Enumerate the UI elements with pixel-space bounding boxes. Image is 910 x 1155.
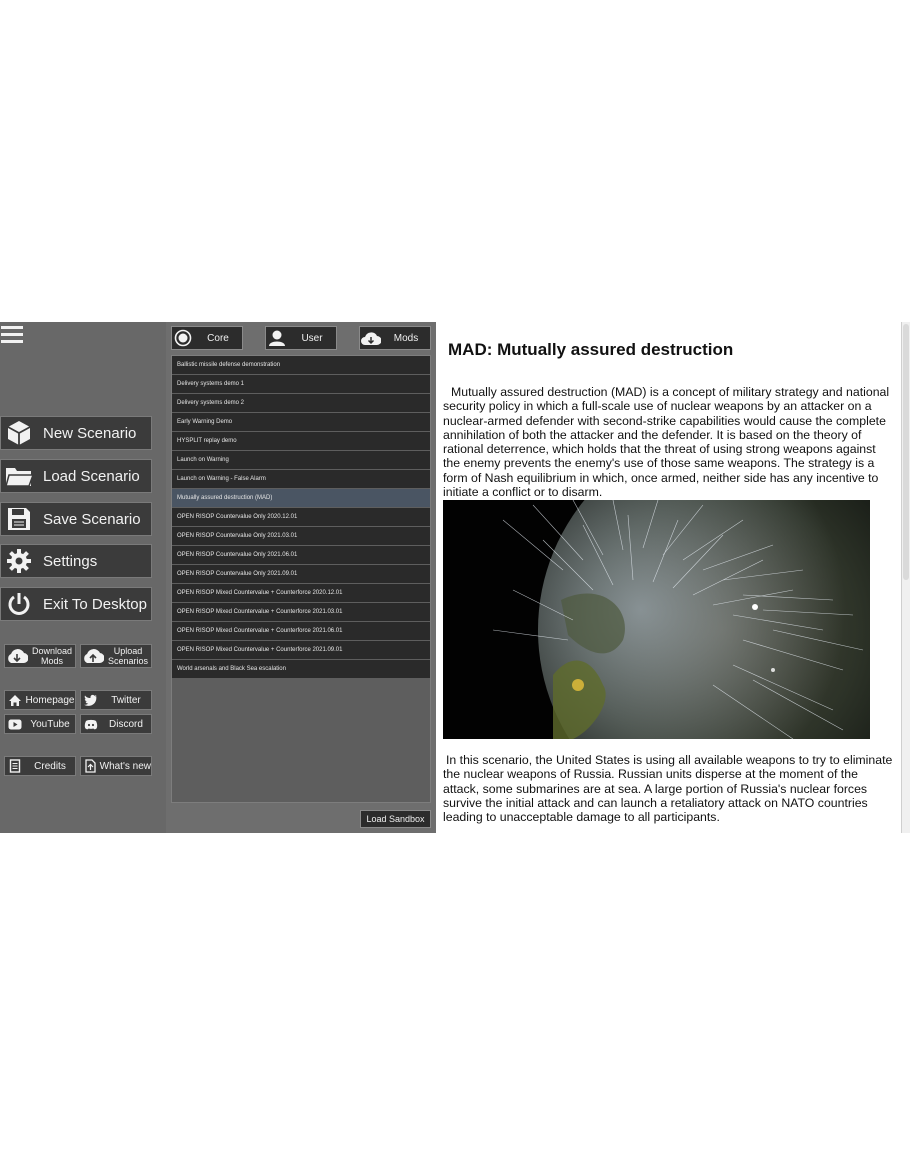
- homepage-button[interactable]: [4, 690, 76, 710]
- load-scenario-label: Load Scenario: [43, 467, 140, 485]
- load-sandbox-button[interactable]: Load Sandbox: [360, 810, 431, 828]
- scenario-description-text: In this scenario, the United States is using all available weapons to try to eliminate the nuclear weapons of Russia. Russian units disperse at the moment of the attack, some submarines are at sea. A large portion of Russia's nuclear forces survive the initial attack and can launch a retaliatory attack on NATO countries leading to unacceptable damage to all participants.: [443, 753, 893, 825]
- scenario-list-item[interactable]: OPEN RISOP Mixed Countervalue + Counterforce 2021.03.01: [172, 603, 430, 621]
- scenario-detail-panel: [436, 322, 910, 833]
- exit-to-desktop-label: Exit To Desktop: [43, 595, 147, 613]
- tab-mods-label: Mods: [393, 332, 419, 344]
- home-icon: [5, 694, 25, 707]
- tab-user[interactable]: [265, 326, 337, 350]
- credits-button[interactable]: [4, 756, 76, 776]
- tab-mods[interactable]: [359, 326, 431, 350]
- scenario-list-item[interactable]: Launch on Warning - False Alarm: [172, 470, 430, 488]
- twitter-bird-icon: [81, 694, 101, 706]
- scenario-list-item[interactable]: OPEN RISOP Countervalue Only 2020.12.01: [172, 508, 430, 526]
- gear-icon: [1, 548, 37, 574]
- homepage-label: Homepage: [25, 694, 75, 706]
- user-icon: [266, 329, 288, 347]
- cloud-download-icon: [5, 647, 29, 665]
- tab-user-label: User: [301, 332, 323, 344]
- scenario-list-item[interactable]: OPEN RISOP Countervalue Only 2021.03.01: [172, 527, 430, 545]
- app-window: [0, 322, 910, 833]
- tab-core[interactable]: [171, 326, 243, 350]
- whats-new-label: What's new: [99, 760, 151, 772]
- discord-label: Discord: [109, 718, 143, 730]
- upload-scenarios-label: Upload Scenarios: [107, 646, 149, 666]
- scenario-list-item[interactable]: Delivery systems demo 2: [172, 394, 430, 412]
- scenario-list-item[interactable]: World arsenals and Black Sea escalation: [172, 660, 430, 678]
- scenario-list-item[interactable]: OPEN RISOP Mixed Countervalue + Counterforce 2021.06.01: [172, 622, 430, 640]
- scenario-preview-image: [443, 500, 870, 739]
- scenario-list-item[interactable]: OPEN RISOP Countervalue Only 2021.06.01: [172, 546, 430, 564]
- load-scenario-button[interactable]: [0, 459, 152, 493]
- cloud-download-icon: [360, 329, 382, 347]
- scenario-list-item[interactable]: OPEN RISOP Mixed Countervalue + Counterforce 2021.09.01: [172, 641, 430, 659]
- discord-button[interactable]: [80, 714, 152, 734]
- new-scenario-button[interactable]: [0, 416, 152, 450]
- whats-new-button[interactable]: [80, 756, 152, 776]
- scenario-list-item[interactable]: HYSPLIT replay demo: [172, 432, 430, 450]
- twitter-button[interactable]: [80, 690, 152, 710]
- scenario-list-item[interactable]: Ballistic missile defense demonstration: [172, 356, 430, 374]
- settings-label: Settings: [43, 552, 98, 570]
- youtube-label: YouTube: [30, 718, 70, 730]
- hamburger-menu-icon[interactable]: [1, 323, 23, 345]
- save-scenario-label: Save Scenario: [43, 510, 141, 528]
- cube-icon: [1, 419, 37, 447]
- twitter-label: Twitter: [111, 694, 141, 706]
- youtube-icon: [5, 719, 25, 730]
- tab-core-label: Core: [207, 332, 229, 344]
- save-scenario-button[interactable]: [0, 502, 152, 536]
- power-icon: [1, 591, 37, 617]
- scenario-intro-text: Mutually assured destruction (MAD) is a concept of military strategy and national security policy in which a full-scale use of nuclear weapons by an attacker on a nuclear-armed defender with second-strike capabilities would cause the complete annihilation of both the attacker and the defender. It is based on the theory of rational deterrence, which holds that the threat of using strong weapons against the enemy prevents the enemy's use of those same weapons. The strategy is a form of Nash equilibrium in which, once armed, neither side has any incentive to initiate a conflict or to disarm.: [443, 385, 890, 500]
- discord-icon: [81, 719, 101, 730]
- scenario-list-item[interactable]: Delivery systems demo 1: [172, 375, 430, 393]
- scrollbar-thumb[interactable]: [903, 324, 909, 580]
- settings-button[interactable]: [0, 544, 152, 578]
- scenario-list[interactable]: [171, 355, 431, 803]
- vertical-scrollbar[interactable]: [901, 322, 910, 833]
- main-menu-panel: [0, 322, 166, 833]
- floppy-disk-icon: [1, 506, 37, 532]
- document-update-icon: [81, 759, 100, 773]
- youtube-button[interactable]: [4, 714, 76, 734]
- exit-to-desktop-button[interactable]: [0, 587, 152, 621]
- scenario-list-item[interactable]: Early Warning Demo: [172, 413, 430, 431]
- credits-label: Credits: [34, 760, 66, 772]
- scenario-panel: [166, 322, 436, 833]
- download-mods-button[interactable]: [4, 644, 76, 668]
- upload-scenarios-button[interactable]: [80, 644, 152, 668]
- scenario-list-item[interactable]: OPEN RISOP Mixed Countervalue + Counterforce 2020.12.01: [172, 584, 430, 602]
- scenario-list-item[interactable]: OPEN RISOP Countervalue Only 2021.09.01: [172, 565, 430, 583]
- new-scenario-label: New Scenario: [43, 424, 137, 442]
- radio-icon: [172, 329, 194, 347]
- scroll-icon: [5, 759, 25, 773]
- scenario-list-item[interactable]: Launch on Warning: [172, 451, 430, 469]
- folder-icon: [1, 463, 37, 489]
- scenario-title: MAD: Mutually assured destruction: [448, 340, 734, 359]
- download-mods-label: Download Mods: [31, 646, 73, 666]
- scenario-list-item[interactable]: Mutually assured destruction (MAD): [172, 489, 430, 507]
- cloud-upload-icon: [81, 647, 105, 665]
